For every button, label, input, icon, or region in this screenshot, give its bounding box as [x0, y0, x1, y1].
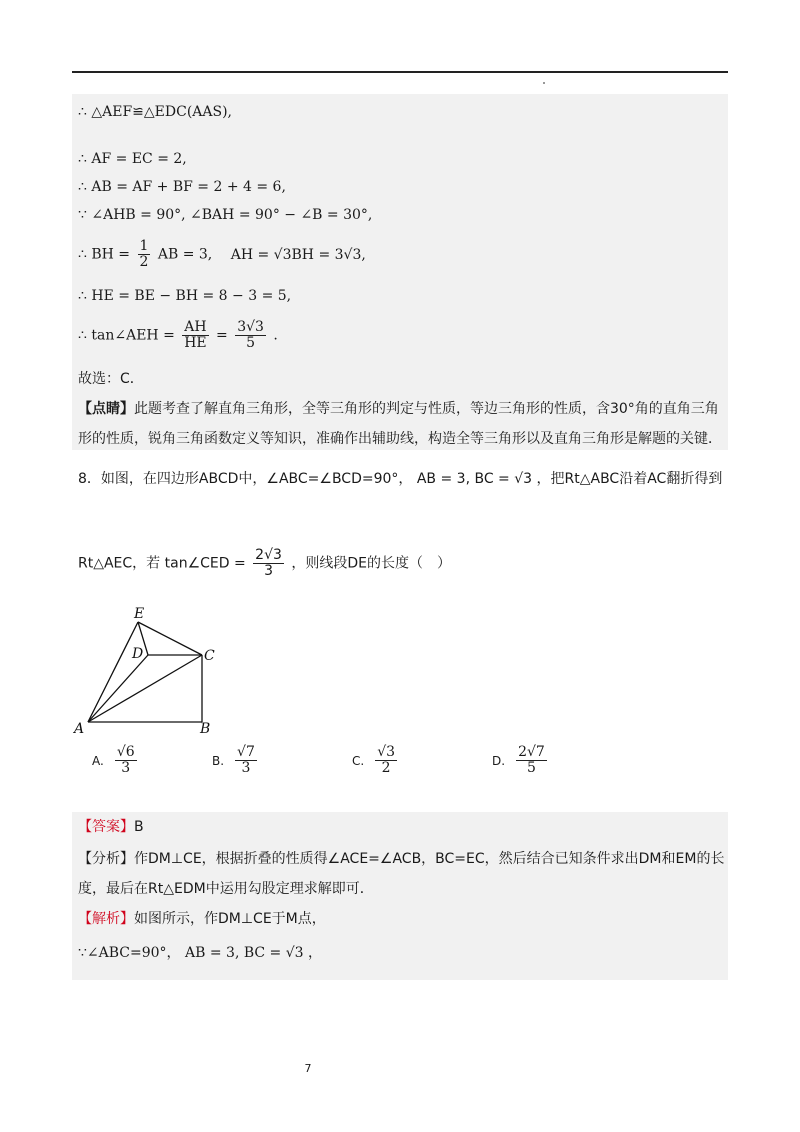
half-fraction — [138, 239, 151, 270]
geometry-figure — [70, 600, 230, 740]
solution-line-7 — [78, 320, 278, 351]
result-fraction — [235, 320, 266, 351]
fraction-denominator: 3 — [264, 563, 273, 579]
option-fraction — [115, 745, 137, 776]
solution-line-2: ∴ AF = EC = 2, — [78, 151, 187, 167]
solution-tag: 【解析】 — [78, 911, 134, 927]
fraction-numerator: AH — [184, 319, 207, 335]
speck — [543, 82, 545, 84]
solution-given-line: ∵∠ABC=90°， AB = 3, BC = √3 ， — [78, 945, 323, 961]
equals-sign: = — [216, 327, 228, 344]
option-a[interactable] — [92, 745, 140, 776]
answer-tag: 【答案】 — [78, 819, 134, 835]
answer-value: B — [134, 819, 144, 835]
fraction-numerator: 2√7 — [518, 744, 545, 760]
period: . — [273, 327, 278, 344]
fraction-denominator: 3 — [241, 760, 251, 776]
label-b: B — [200, 721, 211, 737]
rt-aec-text: Rt△AEC，若 — [78, 555, 161, 572]
option-fraction — [375, 745, 397, 776]
solution-shade — [72, 94, 728, 450]
label-d: D — [132, 646, 144, 662]
option-fraction — [516, 745, 547, 776]
option-letter: C. — [352, 753, 365, 768]
solution-line-4: ∵ ∠AHB = 90°, ∠BAH = 90° − ∠B = 30°, — [78, 207, 373, 223]
option-letter: D. — [492, 753, 506, 768]
label-e: E — [134, 606, 145, 622]
fraction-numerator: √7 — [237, 744, 255, 760]
ah-text: AH = √3BH = 3√3, — [230, 246, 366, 263]
bh-text: ∴ BH = — [78, 246, 131, 263]
fraction-numerator: √3 — [377, 744, 396, 760]
option-d[interactable] — [492, 745, 550, 776]
option-c[interactable] — [352, 745, 400, 776]
fraction-denominator: 2 — [381, 760, 391, 776]
solution-line-1: ∴ △AEF≌△EDC(AAS), — [78, 104, 233, 120]
ab-text: AB = 3, — [157, 246, 213, 263]
option-letter: A. — [92, 753, 104, 768]
comment-tag: 【点睛】 — [78, 401, 134, 417]
question-line-2 — [78, 548, 451, 579]
analysis-line-1 — [78, 850, 724, 868]
option-fraction — [235, 745, 257, 776]
fraction-numerator: 2√3 — [255, 547, 282, 563]
comment-text-1: 此题考查了解直角三角形，全等三角形的判定与性质，等边三角形的性质，含30°角的直角三角 — [134, 401, 719, 417]
fraction-denominator: 3 — [121, 760, 131, 776]
solution-line-5 — [78, 239, 366, 270]
tan-ced-text: tan∠CED = — [164, 555, 246, 572]
analysis-text-1: 作DM⊥CE，根据折叠的性质得∠ACE=∠ACB，BC=EC，然后结合已知条件求出DM和EM的长 — [134, 851, 725, 867]
fraction-numerator: √6 — [116, 744, 135, 760]
page-number: 7 — [304, 1062, 312, 1075]
answer-line — [78, 818, 144, 836]
option-b[interactable] — [212, 745, 260, 776]
label-a: A — [74, 721, 85, 737]
analysis-tag: 【分析】 — [78, 851, 134, 867]
fraction-denominator: 2 — [139, 254, 149, 270]
fraction-denominator: 5 — [526, 760, 536, 776]
comment-line-1 — [78, 400, 719, 418]
tan-text: ∴ tan∠AEH = — [78, 327, 175, 344]
ah-he-fraction — [182, 320, 208, 351]
segment-ec — [138, 622, 202, 655]
solution-line-6: ∴ HE = BE − BH = 8 − 3 = 5, — [78, 288, 292, 304]
solution-text-1: 如图所示，作DM⊥CE于M点， — [134, 911, 326, 927]
label-c: C — [204, 648, 215, 664]
fraction-numerator: 3√3 — [237, 319, 264, 335]
question-line-1: 8．如图，在四边形ABCD中，∠ABC=∠BCD=90°， AB = 3, BC = √3 ，把Rt△ABC沿着AC翻折得到 — [78, 471, 723, 487]
comment-line-2: 形的性质，锐角三角函数定义等知识，准确作出辅助线，构造全等三角形以及直角三角形是解题的关键． — [78, 431, 722, 447]
answer-choice-line: 故选：C． — [78, 371, 144, 387]
fraction-numerator: 1 — [139, 238, 149, 254]
option-letter: B. — [212, 753, 225, 768]
analysis-line-2: 度，最后在Rt△EDM中运用勾股定理求解即可． — [78, 881, 374, 897]
solution-intro-line — [78, 910, 326, 928]
fraction-denominator: 5 — [246, 335, 256, 351]
tan-fraction — [253, 548, 284, 579]
fraction-denominator: HE — [184, 335, 207, 351]
segment-ad — [88, 655, 148, 722]
header-rule — [72, 71, 728, 73]
question-tail: ，则线段DE的长度（ ） — [291, 555, 452, 572]
solution-line-3: ∴ AB = AF + BF = 2 + 4 = 6, — [78, 179, 286, 195]
